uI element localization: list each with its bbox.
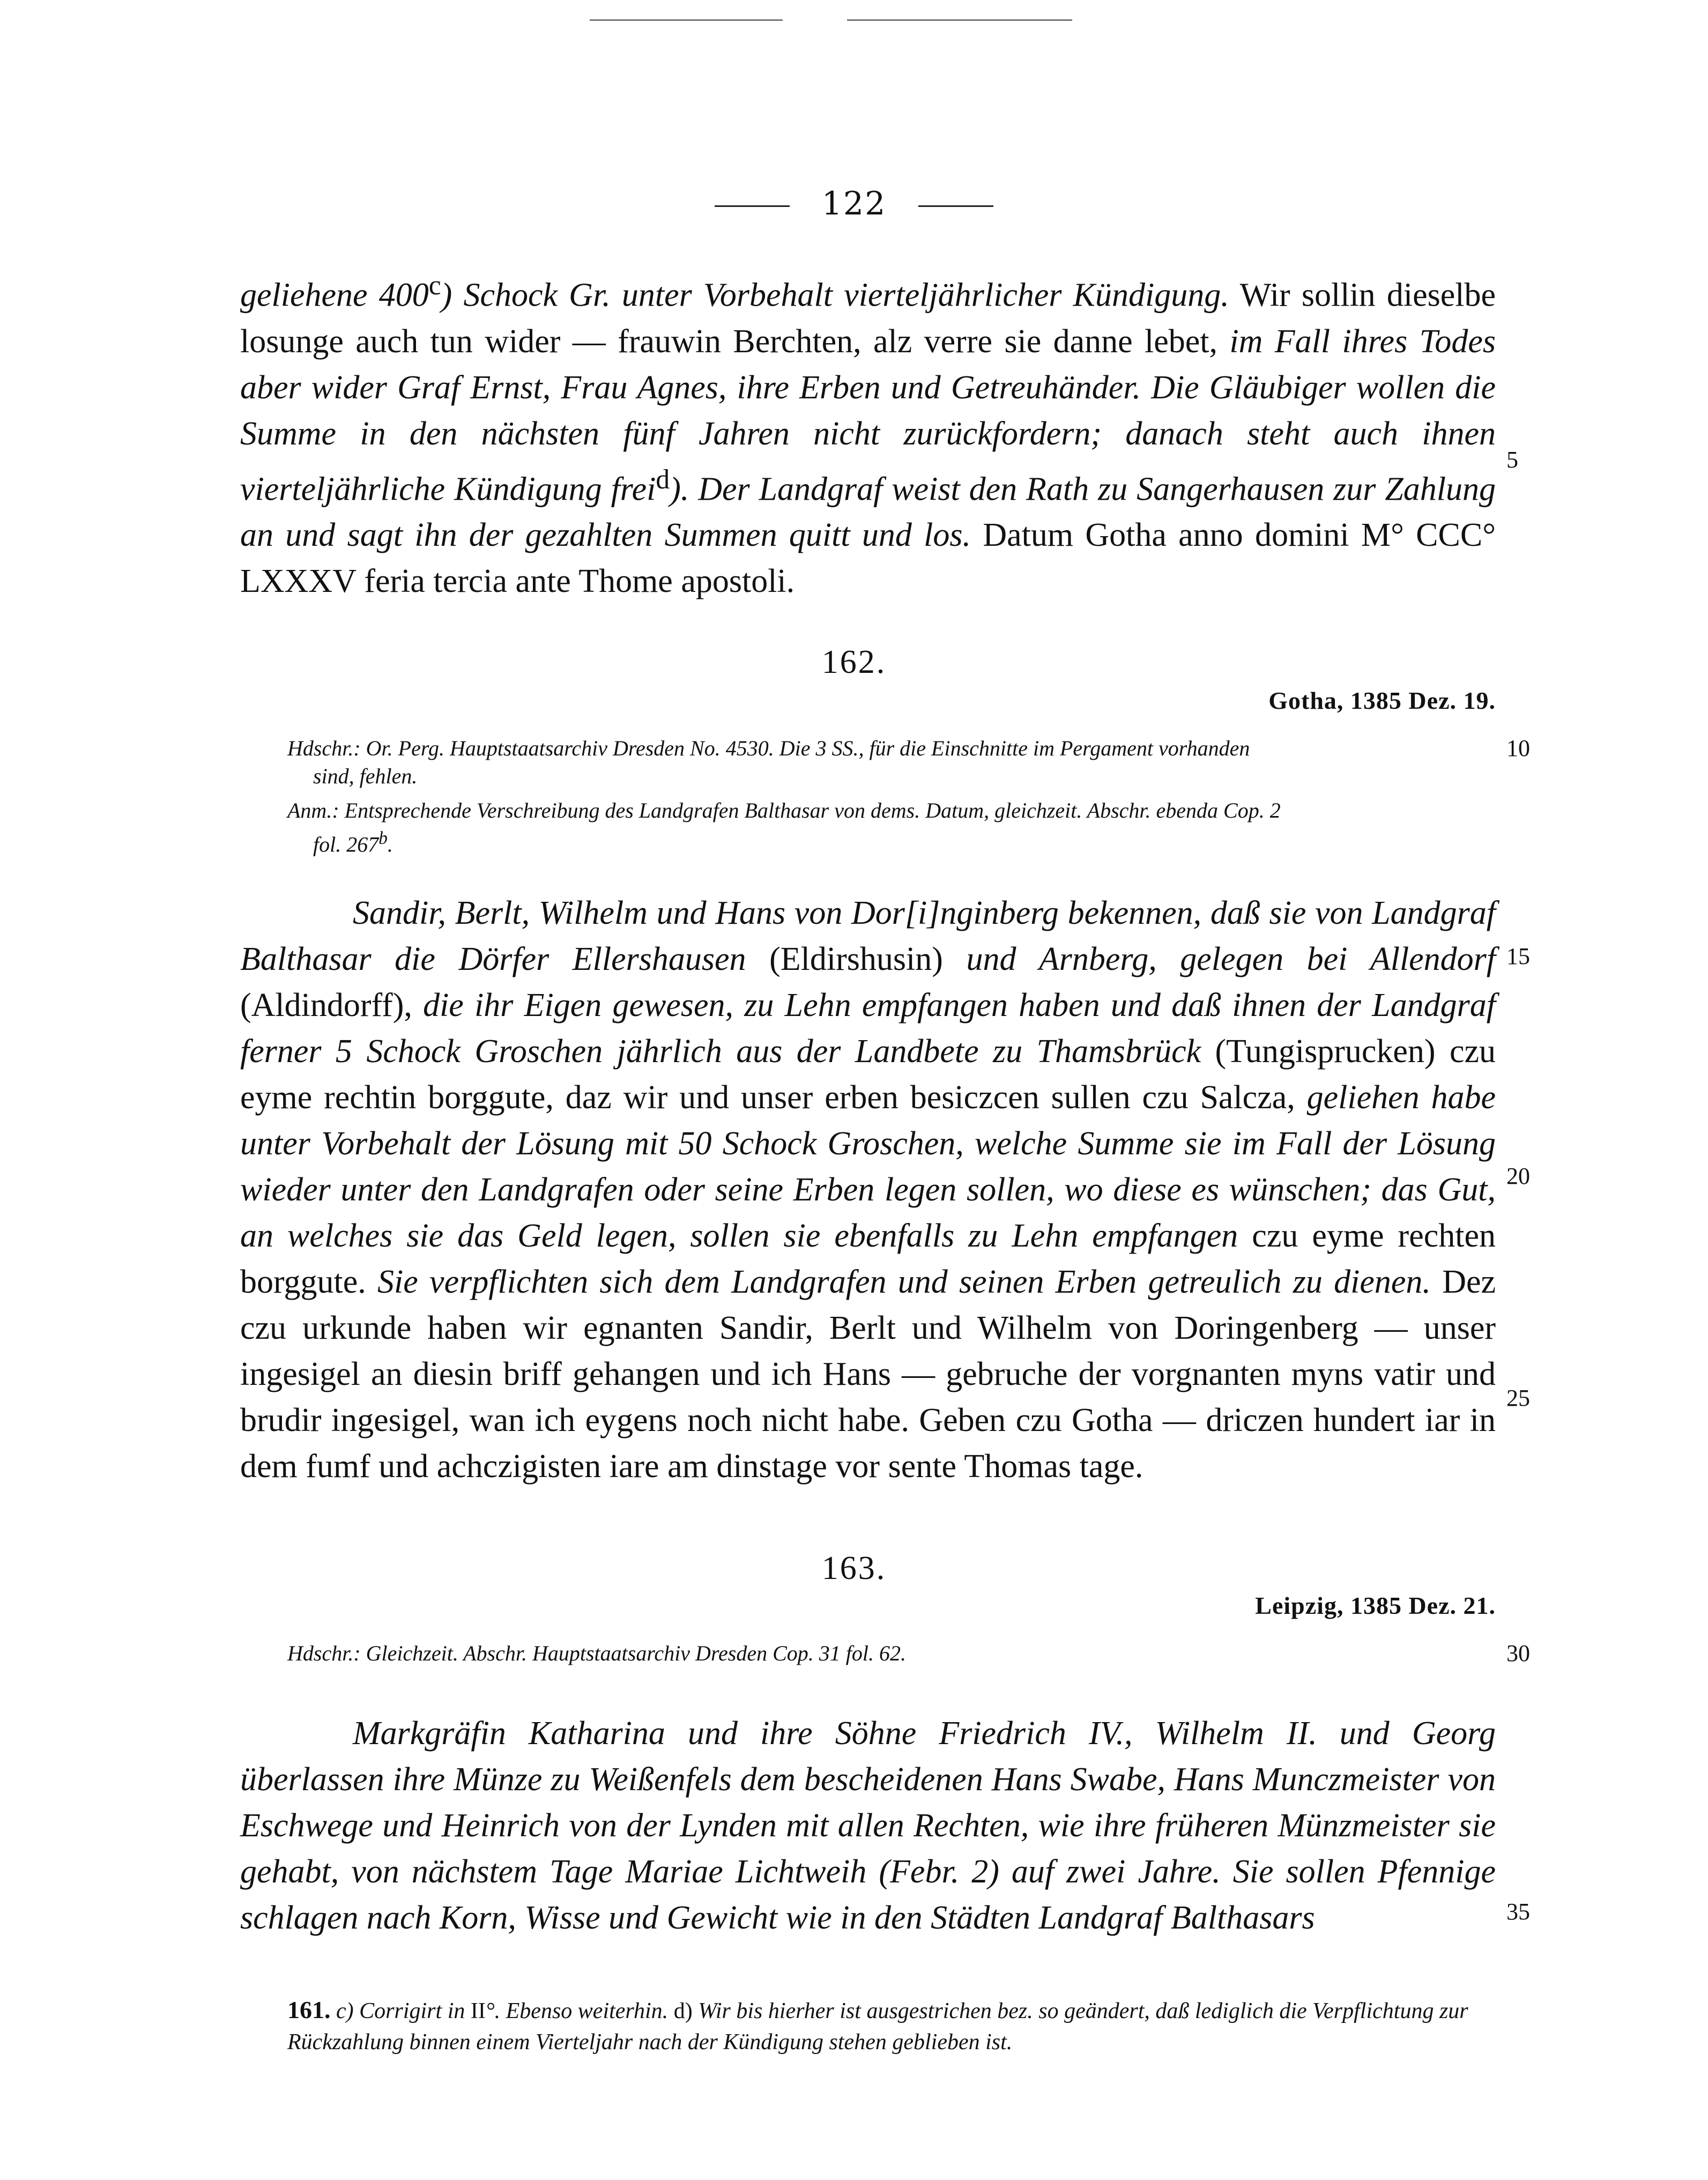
text-roman: czu eyme rechten borggute. [240,1218,1496,1300]
regest-paragraph-162 [240,890,1496,1489]
text-italic: geliehen habe unter Vorbehalt der Lösung mit 50 Schock Groschen, welche Summe sie im Fall der Lösung wieder unter den Landgrafen oder seine Erben legen sollen, wo diese es wünschen; das Gut, an welches sie das Geld legen, sollen sie ebenfalls zu Lehn empfangen [240,1079,1496,1254]
text-italic: ). Der Landgraf weist den Rath zu Sangerhausen zur Zahlung an und sagt ihn der gezahlten Summen quitt und los. [240,471,1496,554]
footnote-text: °. Ebenso weiterhin. [485,1999,669,2023]
text-italic: ) Schock Gr. unter Vorbehalt vierteljährlicher Kündigung. [441,277,1229,314]
line-number: 15 [1506,943,1530,969]
line-number: 30 [1506,1640,1530,1666]
text-roman: (Aldindorff), [240,987,412,1024]
continuation-paragraph [240,263,1496,604]
regest-paragraph-163 [240,1710,1496,1941]
page-number [0,185,1708,223]
text-roman: Datum Gotha anno domini M° CCC° LXXXV feria tercia ante Thome apostoli. [240,517,1496,600]
annotation-162 [287,797,1496,858]
text-roman: (Eldirshusin) [769,941,943,977]
text-italic: Sie verpflichten sich dem Landgrafen und seinen Erben getreulich zu dienen. [377,1264,1431,1300]
note-text: Anm.: Entsprechende Verschreibung des Landgrafen Balthasar von dems. Datum, gleichzeit. Abschr. ebenda Cop. 2 [287,798,1281,822]
text-italic: und Arnberg, gelegen bei Allendorf [966,941,1496,977]
text-roman: Wir sollin dieselbe losunge auch tun wider — frauwin Berchten, alz verre sie danne lebet, [240,277,1496,360]
scan-artifact [847,19,1072,21]
page-number-text: 122 [821,185,887,223]
note-text: Hdschr.: Or. Perg. Hauptstaatsarchiv Dresden No. 4530. Die 3 SS., für die Einschnitte im Pergament vorhanden [287,736,1250,760]
rule-left [715,205,790,207]
footnote-label: d) [673,1999,693,2023]
note-marker: c [428,270,441,301]
text-italic: die ihr Eigen gewesen, zu Lehn empfangen haben und daß ihnen der Landgraf ferner 5 Schock Groschen jährlich aus der Landbete zu Thamsbrück [240,987,1496,1070]
text-italic: geliehene 400 [240,277,429,314]
text-italic: im Fall ihres Todes aber wider Graf Ernst, Frau Agnes, ihre Erben und Getreuhänder. Die Gläubiger wollen die Summe in den nächsten fünf Jahren nicht zurückfordern; danach steht auch ihnen vierteljährliche Kündigung frei [240,323,1496,508]
line-number: 20 [1506,1163,1530,1189]
place-date-162: Gotha, 1385 Dez. 19. [1268,687,1496,714]
line-number: 10 [1506,735,1530,761]
note-text-cont: sind, fehlen. [313,764,418,788]
footnote-text: Corrigirt in [359,1999,465,2023]
text-roman: (Tungisprucken) czu eyme rechtin borggute, daz wir und unser erben besiczcen sullen czu Salcza, [240,1033,1496,1116]
line-number: 35 [1506,1899,1530,1925]
manuscript-note-162 [287,735,1496,790]
footnote [287,1994,1496,2058]
text-roman: Dez czu urkunde haben wir egnanten Sandir, Berlt und Wilhelm von Doringenberg — unser ingesigel an diesin briff gehangen und ich Hans — gebruche der vorgnanten myns vatir und brudir ingesigel, wan ich eygens noch nicht habe. Geben czu Gotha — driczen hundert iar in dem fumf und achczigisten iare am dinstage vor sente Thomas tage. [240,1264,1496,1485]
note-marker: d [656,464,670,495]
note-end: . [387,832,393,857]
note-sup: b [378,828,388,848]
line-number: 25 [1506,1385,1530,1411]
place-date-163: Leipzig, 1385 Dez. 21. [1255,1592,1496,1619]
note-ref: fol. 267 [313,832,379,857]
scan-artifact [590,19,783,21]
note-text: Hdschr.: Gleichzeit. Abschr. Hauptstaatsarchiv Dresden Cop. 31 fol. 62. [287,1641,907,1665]
manuscript-note-163 [287,1640,1496,1667]
note-text-cont [287,825,1496,858]
footnote-ms: II [470,1999,486,2023]
rule-right [918,205,993,207]
footnote-ref: 161. [287,1996,331,2023]
footnote-label: c) [336,1999,354,2023]
line-number: 5 [1506,447,1518,473]
footnote-text: Wir bis hierher ist ausgestrichen bez. so geändert, daß lediglich die Verpflichtung zur Rückzahlung binnen einem Vierteljahr nach der Kündigung stehen geblieben ist. [287,1999,1468,2055]
document-number-163: 163. [821,1550,887,1586]
document-number-162: 162. [821,644,887,680]
text-italic: Sandir, Berlt, Wilhelm und Hans von Dor[i]nginberg bekennen, daß sie von Landgraf Balthasar die Dörfer Ellershausen [240,895,1496,977]
text-italic: Markgräfin Katharina und ihre Söhne Friedrich IV., Wilhelm II. und Georg überlassen ihre Münze zu Weißenfels dem bescheidenen Hans Swabe, Hans Munczmeister von Eschwege und Heinrich von der Lynden mit allen Rechten, wie ihre früheren Münzmeister sie gehabt, von nächstem Tage Mariae Lichtweih (Febr. 2) auf zwei Jahre. Sie sollen Pfennige schlagen nach Korn, Wisse und Gewicht wie in den Städten Landgraf Balthasars [240,1715,1496,1936]
